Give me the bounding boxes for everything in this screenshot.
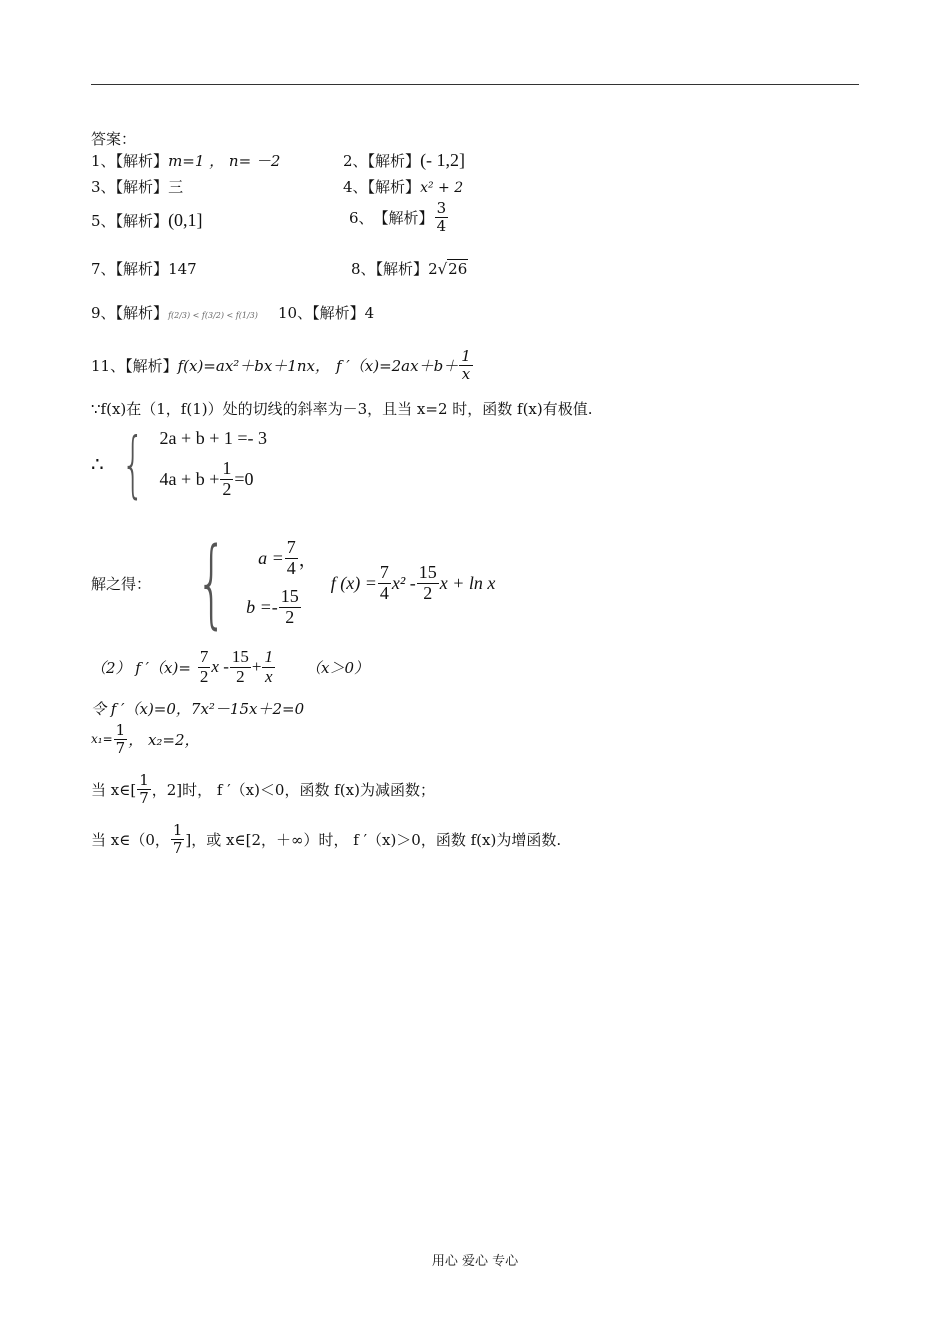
answer-8-tag: 【解析】 <box>375 260 429 278</box>
answer-1-tag: 【解析】 <box>115 152 169 170</box>
answer-6 <box>349 200 449 234</box>
answer-6-tag: 【解析】 <box>373 208 434 227</box>
q11-line-2: ∵f(x)在（1，f(1)）处的切线的斜率为－3，且当 x=2 时，函数 f(x)有极值. <box>91 400 593 418</box>
q11-derivative: f ′（x)=2ax＋b＋ <box>336 356 459 375</box>
let-line: 令 f ′（x)=0，7x²－15x＋2=0 <box>91 700 305 718</box>
fx-term-2-fraction <box>417 563 439 604</box>
answer-3-num: 3、 <box>91 178 116 196</box>
answer-5-tag: 【解析】 <box>115 212 169 230</box>
denominator: 7 <box>139 788 149 807</box>
system-1-eq-2 <box>160 459 267 500</box>
equation-system-1 <box>91 422 267 506</box>
answer-2-content: (- 1,2] <box>420 150 466 170</box>
p2-term-3-fraction <box>262 648 275 686</box>
p2-term-1-x: x - <box>211 657 229 677</box>
q11-derivative-fraction <box>459 348 473 382</box>
increasing-line <box>91 822 561 856</box>
answer-2 <box>343 150 465 171</box>
answer-6-numerator: 3 <box>436 199 447 217</box>
answer-4 <box>343 176 463 197</box>
q11-function: f(x)=ax²＋bx＋1nx， <box>177 356 331 375</box>
fx-term-1-x: x² - <box>391 572 416 593</box>
solution-b-fraction <box>279 587 301 628</box>
page-footer: 用心 爱心 专心 <box>431 1254 519 1269</box>
answer-9-tag: 【解析】 <box>115 304 169 322</box>
solution-a-lhs: a = <box>258 548 284 569</box>
answer-10 <box>278 302 374 323</box>
answer-2-tag: 【解析】 <box>367 152 421 170</box>
answer-7-num: 7、 <box>91 260 116 278</box>
solution-a-fraction <box>285 538 298 579</box>
answer-10-num: 10、 <box>278 304 313 322</box>
roots-fraction <box>114 722 128 756</box>
answer-4-content: x² + 2 <box>420 180 464 196</box>
fx-lhs: f (x) = <box>330 572 377 593</box>
numerator: 1 <box>264 647 273 666</box>
sqrt-icon: √ <box>437 260 448 278</box>
p2-plus: + <box>251 657 262 677</box>
solution-system <box>91 527 496 639</box>
answer-1-num: 1、 <box>91 152 116 170</box>
answer-7-content: 147 <box>168 260 197 278</box>
p2-term-2-fraction <box>230 648 251 686</box>
decreasing-prefix: 当 x∈[ <box>91 780 137 799</box>
numerator: 15 <box>231 647 249 666</box>
answer-8-radicand: 26 <box>448 260 468 278</box>
denominator: 4 <box>286 558 296 579</box>
answer-7 <box>91 258 197 279</box>
answer-10-tag: 【解析】 <box>312 304 365 322</box>
denominator: 2 <box>423 582 433 603</box>
answer-9-content: f(2/3) < f(3/2) < f(1/3) <box>168 311 258 320</box>
solution-a <box>246 538 317 579</box>
numerator: 1 <box>222 458 232 479</box>
answer-8-coefficient: 2 <box>428 260 438 278</box>
answer-3-tag: 【解析】 <box>115 178 169 196</box>
answer-7-tag: 【解析】 <box>115 260 169 278</box>
q11-prefix: 11、【解析】 <box>91 356 178 375</box>
answer-1 <box>91 150 280 171</box>
fx-term-1-fraction <box>378 563 391 604</box>
answer-2-num: 2、 <box>343 152 368 170</box>
decreasing-line <box>91 772 435 806</box>
answer-3 <box>91 176 183 197</box>
answer-4-tag: 【解析】 <box>367 178 421 196</box>
solution-b <box>246 587 317 628</box>
part-2-derivative <box>91 648 369 686</box>
answer-5-num: 5、 <box>91 212 116 230</box>
roots-suffix: ， x₂=2， <box>128 730 200 749</box>
decreasing-suffix: ，2]时， f ′（x)＜0，函数 f(x)为减函数； <box>151 780 435 799</box>
answer-3-content: 三 <box>168 178 184 196</box>
p2-term-1-fraction <box>198 648 211 686</box>
increasing-suffix: ]，或 x∈[2，＋∞）时， f ′（x)＞0，函数 f(x)为增函数. <box>185 830 562 849</box>
denominator: 7 <box>115 738 126 757</box>
fx-expression <box>331 563 496 604</box>
denominator: 2 <box>199 666 209 686</box>
answer-5-content: (0,1] <box>168 210 203 230</box>
increasing-fraction <box>171 822 185 856</box>
roots-line <box>91 722 200 756</box>
eq-2-fraction <box>220 459 233 500</box>
eq-2-lhs: 4a + b + <box>159 469 220 489</box>
answer-6-denominator: 4 <box>436 216 447 235</box>
solution-b-lhs: b =- <box>246 596 278 617</box>
numerator: 15 <box>418 561 437 582</box>
denominator: 2 <box>222 479 232 499</box>
answers-label: 答案： <box>91 130 137 148</box>
q11-line-1 <box>91 348 474 382</box>
denominator: x <box>461 364 471 383</box>
denominator: 2 <box>236 666 245 686</box>
answer-4-num: 4、 <box>343 178 368 196</box>
numerator: 1 <box>115 721 126 739</box>
numerator: 7 <box>199 647 209 666</box>
numerator: 15 <box>280 586 299 606</box>
comma: ， <box>298 549 317 570</box>
part-2-condition: （x＞0） <box>305 658 369 677</box>
denominator: x <box>264 666 273 686</box>
numerator: 7 <box>379 561 389 582</box>
answer-5 <box>91 210 203 231</box>
answer-6-num: 6、 <box>349 208 374 227</box>
increasing-prefix: 当 x∈（0， <box>91 830 170 849</box>
answer-9-num: 9、 <box>91 304 116 322</box>
answer-6-fraction <box>435 200 449 234</box>
left-brace-icon: { <box>196 527 227 639</box>
answer-1-content: m=1 ， n= －2 <box>168 152 281 170</box>
answer-8 <box>351 258 468 279</box>
part-2-prefix: （2） f ′（x)= <box>91 658 191 677</box>
decreasing-fraction <box>137 772 151 806</box>
header-rule <box>91 84 859 85</box>
numerator: 7 <box>286 537 296 558</box>
numerator: 1 <box>461 347 471 365</box>
answer-8-num: 8、 <box>351 260 376 278</box>
answer-9 <box>91 302 258 323</box>
denominator: 7 <box>172 838 183 857</box>
system-1-eq-1: 2a + b + 1 =- 3 <box>159 428 267 449</box>
numerator: 1 <box>139 771 149 789</box>
part-2-expression <box>197 648 276 686</box>
answer-10-content: 4 <box>364 304 375 322</box>
solve-label: 解之得： <box>91 574 152 593</box>
denominator: 2 <box>285 606 295 627</box>
roots-prefix: x₁= <box>91 732 113 746</box>
numerator: 1 <box>172 821 183 839</box>
left-brace-icon: { <box>121 422 145 506</box>
fx-term-2-x: x + ln x <box>439 572 496 593</box>
therefore-symbol: ∴ <box>91 452 104 476</box>
eq-2-rhs: =0 <box>234 469 254 489</box>
denominator: 4 <box>379 582 389 603</box>
